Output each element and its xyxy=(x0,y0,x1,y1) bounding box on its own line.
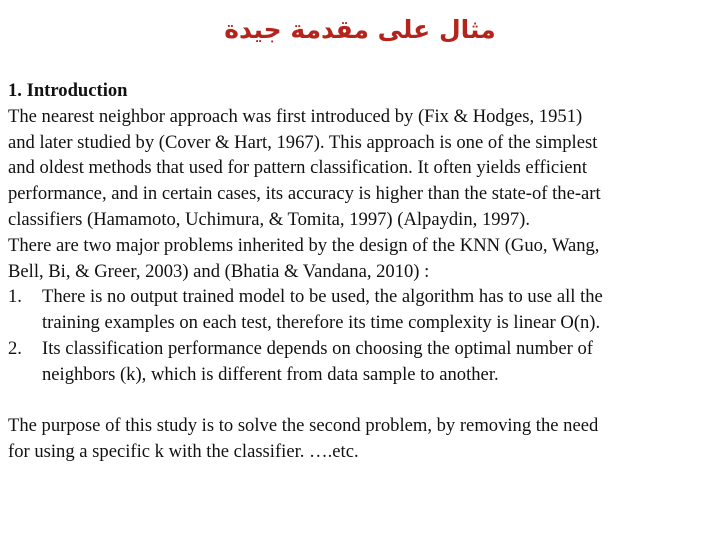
text-line: Bell, Bi, & Greer, 2003) and (Bhatia & Vandana, 2010) : xyxy=(8,260,430,282)
paragraph-purpose xyxy=(8,413,712,465)
text-line: There is no output trained model to be used, the algorithm has to use all the xyxy=(42,286,603,308)
text-line: Its classification performance depends on choosing the optimal number of xyxy=(42,337,593,359)
text-line: The purpose of this study is to solve the second problem, by removing the need xyxy=(8,415,599,437)
numbered-list xyxy=(8,284,712,387)
text-line: and oldest methods that used for pattern classification. It often yields efficient xyxy=(8,157,587,179)
text-line: neighbors (k), which is different from data sample to another. xyxy=(42,363,499,385)
list-text xyxy=(42,284,712,336)
slide-title: مثال على مقدمة جيدة xyxy=(224,15,496,44)
text-line: training examples on each test, therefore its time complexity is linear O(n). xyxy=(42,312,601,334)
text-line: The nearest neighbor approach was first introduced by (Fix & Hodges, 1951) xyxy=(8,105,583,127)
text-line: classifiers (Hamamoto, Uchimura, & Tomita, 1997) (Alpaydin, 1997). xyxy=(8,208,530,230)
list-text xyxy=(42,336,712,388)
list-item xyxy=(8,336,712,388)
text-line: performance, and in certain cases, its accuracy is higher than the state-of the-art xyxy=(8,183,601,205)
text-line: There are two major problems inherited by the design of the KNN (Guo, Wang, xyxy=(8,234,600,256)
list-item xyxy=(8,284,712,336)
document-body xyxy=(8,78,712,465)
spacer xyxy=(8,388,712,414)
paragraph-problems xyxy=(8,233,712,285)
list-number: 1. xyxy=(8,286,22,308)
list-number: 2. xyxy=(8,337,22,359)
text-line: for using a specific k with the classifier. ….etc. xyxy=(8,441,359,463)
text-line: and later studied by (Cover & Hart, 1967). This approach is one of the simplest xyxy=(8,131,598,153)
section-heading: 1. Introduction xyxy=(8,80,128,101)
paragraph-intro xyxy=(8,104,712,233)
